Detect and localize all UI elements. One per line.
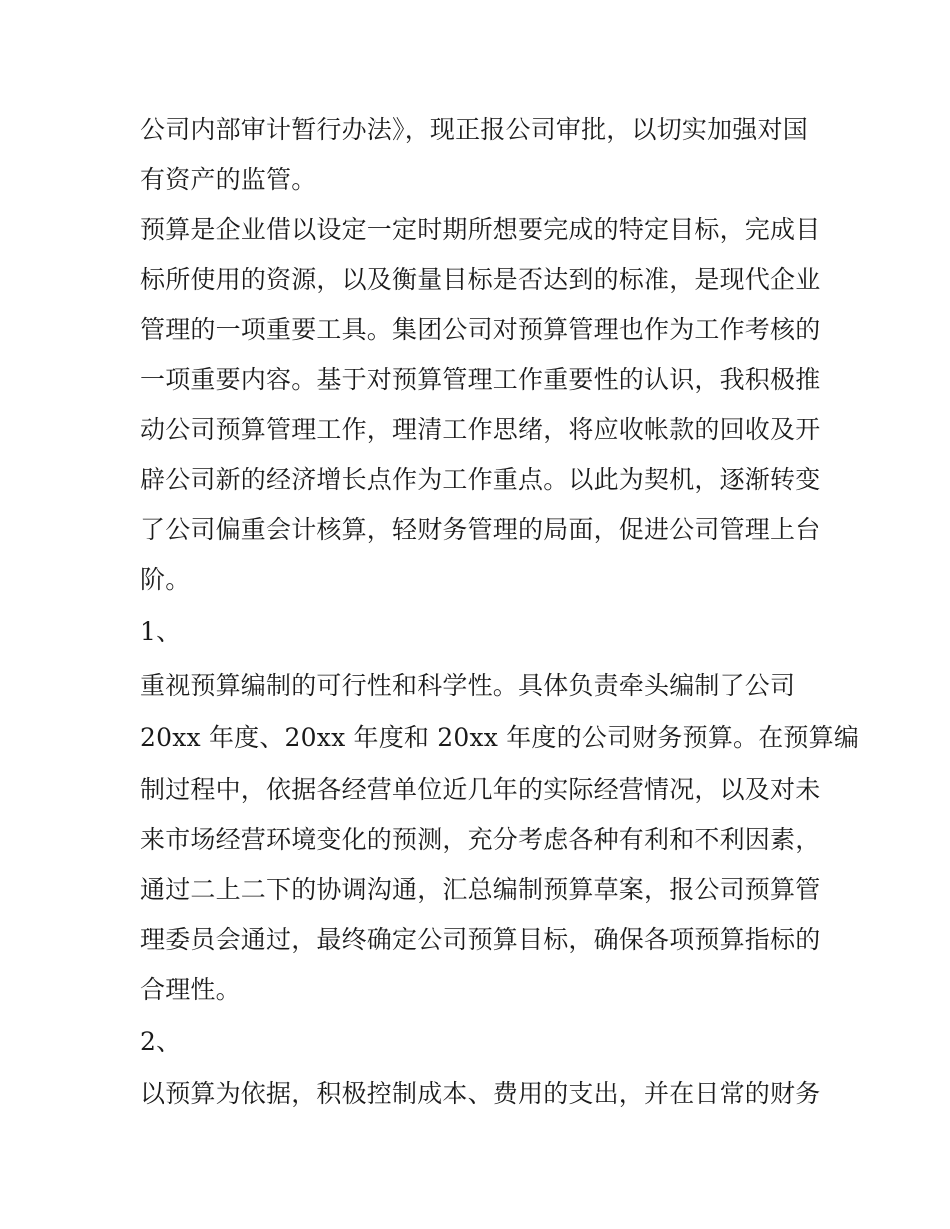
text-line: 辟公司新的经济增长点作为工作重点。以此为契机，逐渐转变 <box>140 465 821 494</box>
text-line: 以预算为依据，积极控制成本、费用的支出，并在日常的财务 <box>140 1079 821 1108</box>
text-line: 标所使用的资源，以及衡量目标是否达到的标准，是现代企业 <box>140 265 821 294</box>
text-line: 管理的一项重要工具。集团公司对预算管理也作为工作考核的 <box>140 315 821 344</box>
text-line: 重视预算编制的可行性和科学性。具体负责牵头编制了公司 <box>140 671 796 700</box>
text-line: 一项重要内容。基于对预算管理工作重要性的认识，我积极推 <box>140 365 821 394</box>
text-line: 公司内部审计暂行办法》，现正报公司审批，以切实加强对国 <box>140 115 808 144</box>
text-line: 阶。 <box>140 565 191 594</box>
text-line: 20xx 年度、20xx 年度和 20xx 年度的公司财务预算。在预算编 <box>140 723 860 752</box>
text-line: 来市场经营环境变化的预测，充分考虑各种有利和不利因素， <box>140 825 821 854</box>
text-line: 有资产的监管。 <box>140 165 317 194</box>
text-line: 预算是企业借以设定一定时期所想要完成的特定目标，完成目 <box>140 215 821 244</box>
text-line: 合理性。 <box>140 975 241 1004</box>
list-number: 2、 <box>140 1027 182 1056</box>
list-number: 1、 <box>140 617 182 646</box>
text-line: 通过二上二下的协调沟通，汇总编制预算草案，报公司预算管 <box>140 875 821 904</box>
text-line: 了公司偏重会计核算，轻财务管理的局面，促进公司管理上台 <box>140 515 821 544</box>
text-line: 理委员会通过，最终确定公司预算目标，确保各项预算指标的 <box>140 925 821 954</box>
text-line: 动公司预算管理工作，理清工作思绪，将应收帐款的回收及开 <box>140 415 821 444</box>
text-line: 制过程中，依据各经营单位近几年的实际经营情况，以及对未 <box>140 775 821 804</box>
